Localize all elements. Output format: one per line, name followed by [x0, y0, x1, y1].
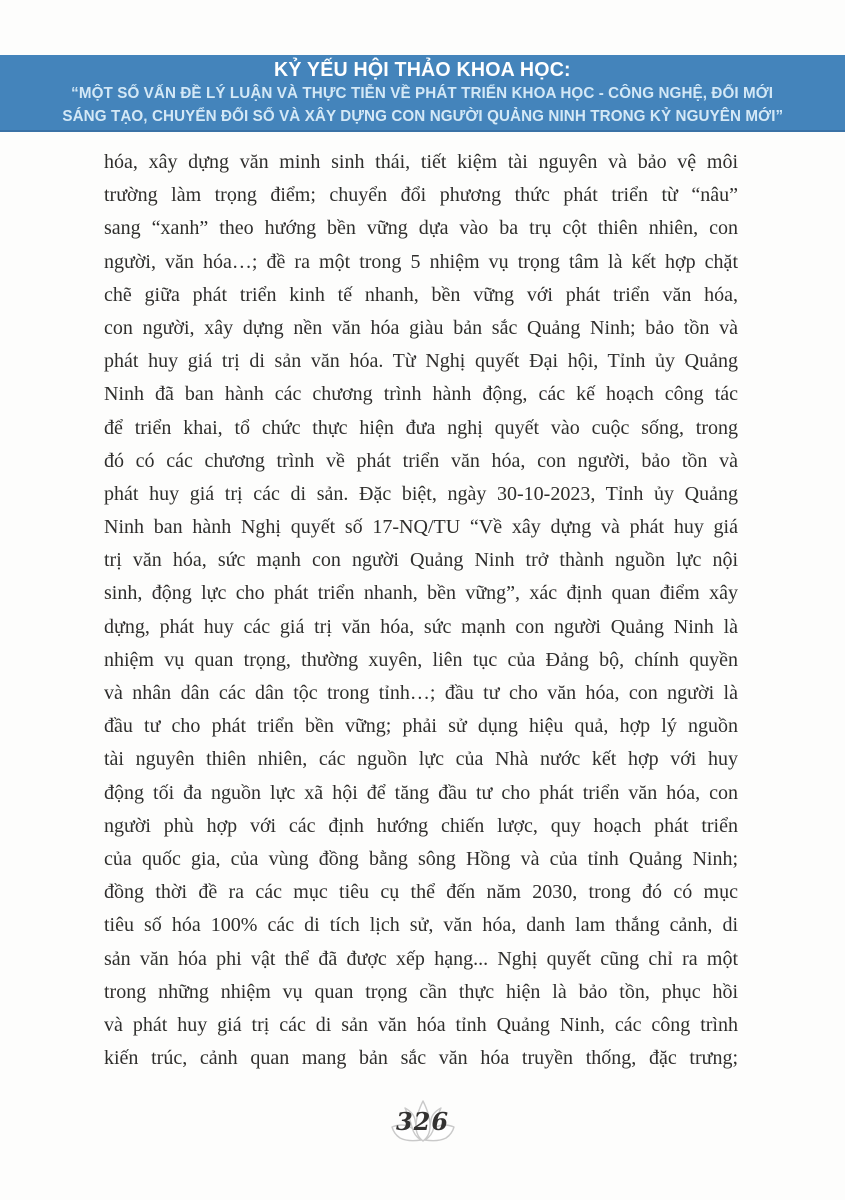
body-line: trường làm trọng điểm; chuyển đổi phương thức phát triển từ “nâu”: [104, 184, 738, 207]
body-line: trong những nhiệm vụ quan trọng cần thực hiện là bảo tồn, phục hồi: [104, 980, 738, 1003]
header-title: KỶ YẾU HỘI THẢO KHOA HỌC:: [274, 58, 571, 81]
body-line: động tối đa nguồn lực xã hội để tăng đầu tư cho phát triển văn hóa, con: [104, 781, 738, 804]
body-line: tiêu số hóa 100% các di tích lịch sử, văn hóa, danh lam thắng cảnh, di: [104, 914, 738, 937]
header-subtitle-line2: SÁNG TẠO, CHUYỂN ĐỔI SỐ VÀ XÂY DỰNG CON NGƯỜI QUẢNG NINH TRONG KỶ NGUYÊN MỚI”: [62, 107, 783, 125]
body-line: đồng thời đề ra các mục tiêu cụ thể đến năm 2030, trong đó có mục: [104, 881, 738, 904]
page-number-ornament: [388, 1098, 458, 1148]
body-line: người, văn hóa…; đề ra một trong 5 nhiệm vụ trọng tâm là kết hợp chặt: [104, 250, 738, 273]
page-number: 326: [395, 1107, 450, 1136]
body-line: phát huy giá trị di sản văn hóa. Từ Nghị quyết Đại hội, Tỉnh ủy Quảng: [104, 350, 738, 373]
body-line: và nhân dân các dân tộc trong tỉnh…; đầu tư cho văn hóa, con người là: [104, 682, 738, 704]
body-line: Ninh ban hành Nghị quyết số 17-NQ/TU “Về xây dựng và phát huy giá: [104, 516, 738, 539]
body-line: phát huy giá trị các di sản. Đặc biệt, ngày 30-10-2023, Tỉnh ủy Quảng: [104, 482, 738, 505]
body-line: chẽ giữa phát triển kinh tế nhanh, bền vững với phát triển văn hóa,: [104, 283, 738, 306]
body-line: người phù hợp với các định hướng chiến lược, quy hoạch phát triển: [104, 814, 738, 837]
body-line: của quốc gia, của vùng đồng bằng sông Hồng và của tỉnh Quảng Ninh;: [104, 847, 738, 870]
header-subtitle-line1: “MỘT SỐ VẤN ĐỀ LÝ LUẬN VÀ THỰC TIỄN VỀ PHÁT TRIỂN KHOA HỌC - CÔNG NGHỆ, ĐỔI MỚI: [71, 84, 774, 102]
body-line: trị văn hóa, sức mạnh con người Quảng Ninh trở thành nguồn lực nội: [104, 549, 738, 572]
body-line: Ninh đã ban hành các chương trình hành động, các kế hoạch công tác: [104, 383, 738, 406]
body-line: và phát huy giá trị các di sản văn hóa tỉnh Quảng Ninh, các công trình: [104, 1013, 738, 1036]
body-line: hóa, xây dựng văn minh sinh thái, tiết kiệm tài nguyên và bảo vệ môi: [104, 151, 738, 173]
body-line: để triển khai, tổ chức thực hiện đưa nghị quyết vào cuộc sống, trong: [104, 416, 738, 439]
body-line: đầu tư cho phát triển bền vững; phải sử dụng hiệu quả, hợp lý nguồn: [104, 715, 738, 738]
body-line: kiến trúc, cảnh quan mang bản sắc văn hóa truyền thống, đặc trưng;: [104, 1047, 738, 1070]
body-line: sang “xanh” theo hướng bền vững dựa vào ba trụ cột thiên nhiên, con: [104, 217, 738, 240]
body-line: sản văn hóa phi vật thể đã được xếp hạng... Nghị quyết cũng chỉ ra một: [104, 947, 738, 970]
body-line: con người, xây dựng nền văn hóa giàu bản sắc Quảng Ninh; bảo tồn và: [104, 316, 738, 339]
page-footer: [0, 1098, 845, 1158]
body-line: sinh, động lực cho phát triển nhanh, bền vững”, xác định quan điểm xây: [104, 582, 738, 605]
body-line: nhiệm vụ quan trọng, thường xuyên, liên tục của Đảng bộ, chính quyền: [104, 648, 738, 671]
body-line: dựng, phát huy các giá trị văn hóa, sức mạnh con người Quảng Ninh là: [104, 615, 738, 638]
body-line: tài nguyên thiên nhiên, các nguồn lực của Nhà nước kết hợp với huy: [104, 748, 738, 771]
body-line: đó có các chương trình về phát triển văn hóa, con người, bảo tồn và: [104, 449, 738, 472]
body-paragraph: [104, 146, 738, 1075]
conference-header-band: [0, 55, 845, 132]
